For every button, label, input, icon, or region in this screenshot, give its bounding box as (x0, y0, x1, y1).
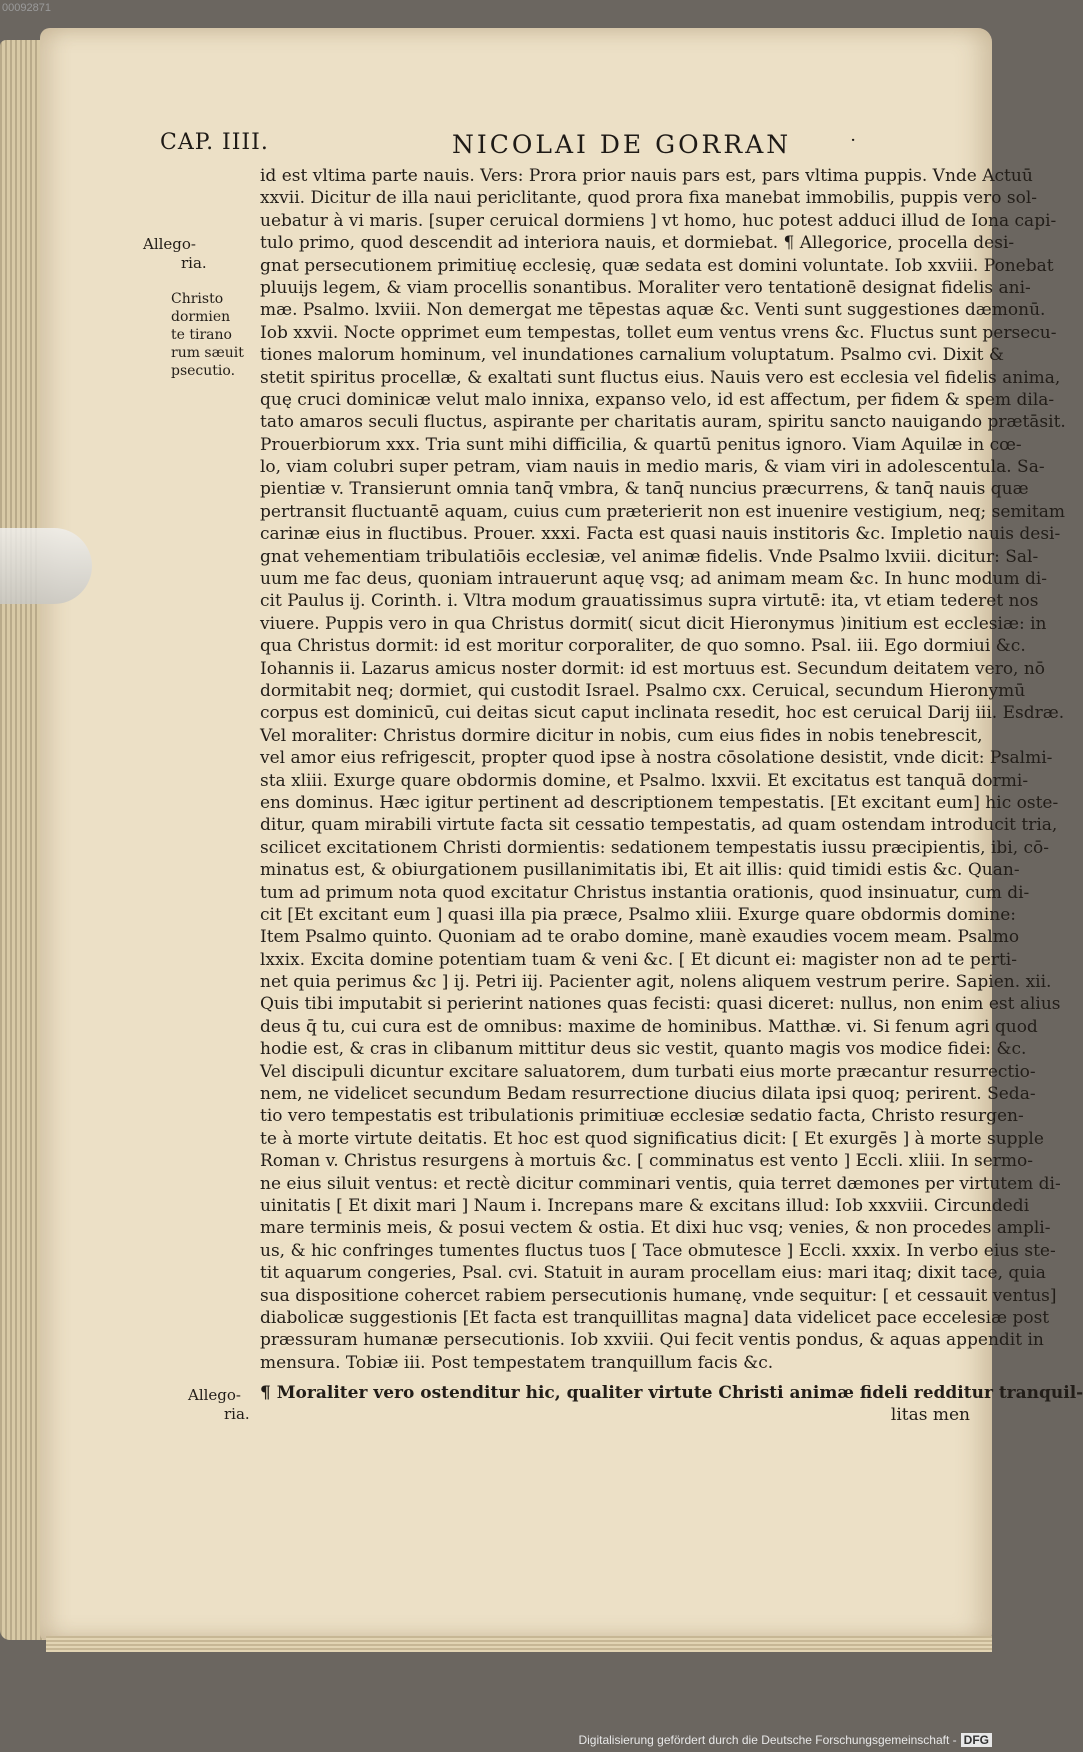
text-line: ¶ Moraliter vero ostenditur hic, qualiter virtute Christi animæ fideli redditur tranquil- (260, 1383, 1083, 1404)
main-text-block (260, 165, 1083, 1427)
text-line: id est vltima parte nauis. Vers: Prora prior nauis pars est, pars vltima puppis. Vnde Actuū (260, 166, 1033, 186)
text-line: gnat vehementiam tribulatiōis ecclesiæ, vel animæ fidelis. Vnde Psalmo lxviii. dicitur: Sal- (260, 546, 1039, 567)
text-line: sua dispositione cohercet rabiem persecutionis humanę, vnde sequitur: [ et cessauit ventus] (260, 1285, 1057, 1306)
text-line: mensura. Tobiæ iii. Post tempestatem tranquillum facis &c. (260, 1352, 774, 1373)
text-line: dormitabit neq; dormiet, qui custodit Israel. Psalmo cxx. Ceruical, secundum Hieronymū (260, 680, 1026, 701)
text-line: ditur, quam mirabili virtute facta sit cessatio tempestatis, ad quam ostendam introducit tria, (260, 815, 1058, 836)
text-line: gnat persecutionem primitiuę ecclesię, quæ sedata est domini voluntate. Iob xxviii. Ponebat (260, 255, 1054, 276)
chapter-label: CAP. IIII. (160, 130, 269, 155)
text-line: uebatur à vi maris. [super ceruical dormiens ] vt homo, huc potest adduci illud de Iona capi- (260, 210, 1057, 231)
text-line: tato amaros seculi fluctus, aspirante per charitatis auram, spiritu sancto nauigando prætāsit. (260, 412, 1066, 433)
text-line: te à morte virtute deitatis. Et hoc est quod significatius dicit: [ Et exurgēs ] à morte supple (260, 1128, 1044, 1149)
text-line: tio vero tempestatis est tribulationis primitiuæ ecclesiæ sedatio facta, Christo resurgen- (260, 1106, 1024, 1127)
archive-id: 00092871 (2, 2, 51, 14)
text-line: us, & hic confringes tumentes fluctus tuos [ Tace obmutesce ] Eccli. xxxix. In verbo eius ste- (260, 1240, 1056, 1261)
text-line: Iohannis ii. Lazarus amicus noster dormit: id est mortuus est. Secundum deitatem vero, nō (260, 658, 1046, 679)
running-header (156, 130, 886, 164)
text-line: tum ad primum nota quod excitatur Christus instantia orationis, quod insinuatur, cum di- (260, 882, 1030, 903)
text-line: vel amor eius refrigescit, propter quod ipse à nostra cōsolatione desistit, vnde dicit: Psalmi- (260, 748, 1053, 769)
margin-note-christo: Christo dormien te tirano rum sæuit psecutio. (171, 291, 244, 379)
text-line: quę cruci dominicæ velut malo innixa, expanso velo, id est affectum, per fidem & spem dila- (260, 389, 1055, 410)
text-line: viuere. Puppis vero in qua Christus dormit( sicut dicit Hieronymus )initium est ecclesiæ: in (260, 613, 1047, 634)
text-line: net quia perimus &c ] ij. Petri iij. Pacienter agit, nolens aliquem vestrum perire. Sapien. xii. (260, 972, 1052, 993)
dfg-logo: DFG (961, 1733, 992, 1747)
margin-note-allegoria-2: Allego- ria. (188, 1386, 250, 1423)
text-line: Quis tibi imputabit si perierint nationes quas fecisti: quasi diceret: nullus, non enim est alius (260, 994, 1061, 1015)
text-line: præssuram humanæ persecutionis. Iob xxviii. Qui fecit ventis pondus, & aquas appendit in (260, 1330, 1044, 1351)
text-line: pientiæ v. Transierunt omnia tanq̄ vmbra, & tanq̄ nuncius præcurrens, & tanq̄ nauis quæ (260, 479, 1029, 500)
text-line: hodie est, & cras in clibanum mittitur deus sic vestit, quanto magis vos modice fidei: &c. (260, 1039, 1027, 1060)
text-line: Item Psalmo quinto. Quoniam ad te orabo domine, manè exaudies vocem meam. Psalmo (260, 927, 1020, 948)
text-line: mæ. Psalmo. lxviii. Non demergat me tēpestas aquæ &c. Venti sunt suggestiones dæmonū. (260, 300, 1046, 321)
text-line: qua Christus dormit: id est moritur corporaliter, de quo somno. Psal. iii. Ego dormiui &c. (260, 636, 1026, 657)
footer-credit (578, 1733, 992, 1747)
book-bottom-edge (46, 1636, 992, 1652)
text-line: sta xliii. Exurge quare obdormis domine, et Psalmo. lxxvii. Et excitatus est tanquā dormi- (260, 770, 1029, 791)
text-line: ens dominus. Hæc igitur pertinent ad descriptionem tempestatis. [Et excitant eum] hic oste- (260, 792, 1059, 813)
text-line: xxvii. Dicitur de illa naui periclitante, quod prora fixa manebat immobilis, puppis vero sol- (260, 188, 1037, 209)
text-line: Roman v. Christus resurgens à mortuis &c. [ comminatus est vento ] Eccli. xliii. In sermo- (260, 1151, 1033, 1172)
text-line: cit Paulus ij. Corinth. i. Vltra modum grauatissimus supra virtutē: ita, vt etiam tederet nos (260, 591, 1039, 612)
text-line: uinitatis [ Et dixit mari ] Naum i. Increpans mare & excitans illud: Iob xxxviii. Circundedi (260, 1195, 1030, 1216)
text-line: tiones malorum hominum, vel inundationes carnalium voluptatum. Psalmo cvi. Dixit & (260, 345, 1005, 366)
text-line: scilicet excitationem Christi dormientis: sedationem tempestatis iussu præcipientis, ibi, cō- (260, 837, 1050, 858)
running-title: NICOLAI DE GORRAN (452, 130, 792, 159)
text-line: pluuijs legem, & viam procellis sonantibus. Moraliter vero tentationē designat fidelis ani- (260, 277, 1031, 298)
text-line: carinæ eius in fluctibus. Prouer. xxxi. Facta est quasi nauis institoris &c. Impletio nauis desi- (260, 524, 1061, 545)
text-line: Iob xxvii. Nocte opprimet eum tempestas, tollet eum ventus vrens &c. Fluctus sunt persecu- (260, 322, 1057, 343)
text-line: mare terminis meis, & posui vectem & ostia. Et dixi huc vsq; venies, & non procedes ampli- (260, 1218, 1051, 1239)
text-line: uum me fac deus, quoniam intrauerunt aquę vsq; ad animam meam &c. In hunc modum di- (260, 569, 1048, 590)
text-line: stetit spiritus procellæ, & exaltati sunt fluctus eius. Nauis vero est ecclesia vel fidelis anima, (260, 367, 1061, 388)
text-line: litas men (890, 1405, 970, 1426)
text-line: nem, ne videlicet secundum Bedam resurrectione diucius dilata ipsi quoq; perirent. Seda- (260, 1084, 1036, 1105)
text-line: tit aquarum congeries, Psal. cvi. Statuit in auram procellam eius: mari itaq; dixit tace, quia (260, 1263, 1046, 1284)
text-line: deus q̄ tu, cui cura est de omnibus: maxime de hominibus. Matthæ. vi. Si fenum agri quod (260, 1016, 1038, 1037)
text-line: Vel discipuli dicuntur excitare saluatorem, dum turbati eius morte præcantur resurrectio- (260, 1061, 1036, 1082)
text-line: ne eius siluit ventus: et rectè dicitur comminari ventis, quia terret dæmones per virtutem di- (260, 1173, 1061, 1194)
header-mark: · (850, 130, 856, 151)
text-line: minatus est, & obiurgationem pusillanimitatis ibi, Et ait illis: quid timidi estis &c. Quan- (260, 860, 1020, 881)
page-clip (0, 528, 92, 604)
text-line: Prouerbiorum xxx. Tria sunt mihi difficilia, & quartū penitus ignoro. Viam Aquilæ in cœ- (260, 434, 1022, 455)
text-line: lxxix. Excita domine potentiam tuam & veni &c. [ Et dicunt ei: magister non ad te perti- (260, 949, 1017, 970)
text-line: cit [Et excitant eum ] quasi illa pia præce, Psalmo xliii. Exurge quare obdormis domine: (260, 904, 1017, 925)
text-line: diabolicæ suggestionis [Et facta est tranquillitas magna] data videlicet pace eccelesiæ post (260, 1307, 1050, 1328)
margin-note-allegoria-1: Allego- ria. (143, 235, 207, 272)
text-line: Vel moraliter: Christus dormire dicitur in nobis, cum eius fides in nobis tenebrescit, (260, 725, 983, 746)
footer-text: Digitalisierung gefördert durch die Deutsche Forschungsgemeinschaft - (578, 1733, 957, 1747)
text-line: pertransit fluctuantē aquam, cuius cum præterierit non est inuenire vestigium, neq; semitam (260, 501, 1066, 522)
text-line: lo, viam colubri super petram, viam nauis in medio maris, & viam viri in adolescentula. Sa- (260, 457, 1045, 478)
text-line: tulo primo, quod descendit ad interiora nauis, et dormiebat. ¶ Allegorice, procella desi- (260, 233, 1015, 254)
text-line: corpus est dominicū, cui deitas sicut caput inclinata resedit, hoc est ceruical Darij iii. Esdræ. (260, 703, 1065, 724)
